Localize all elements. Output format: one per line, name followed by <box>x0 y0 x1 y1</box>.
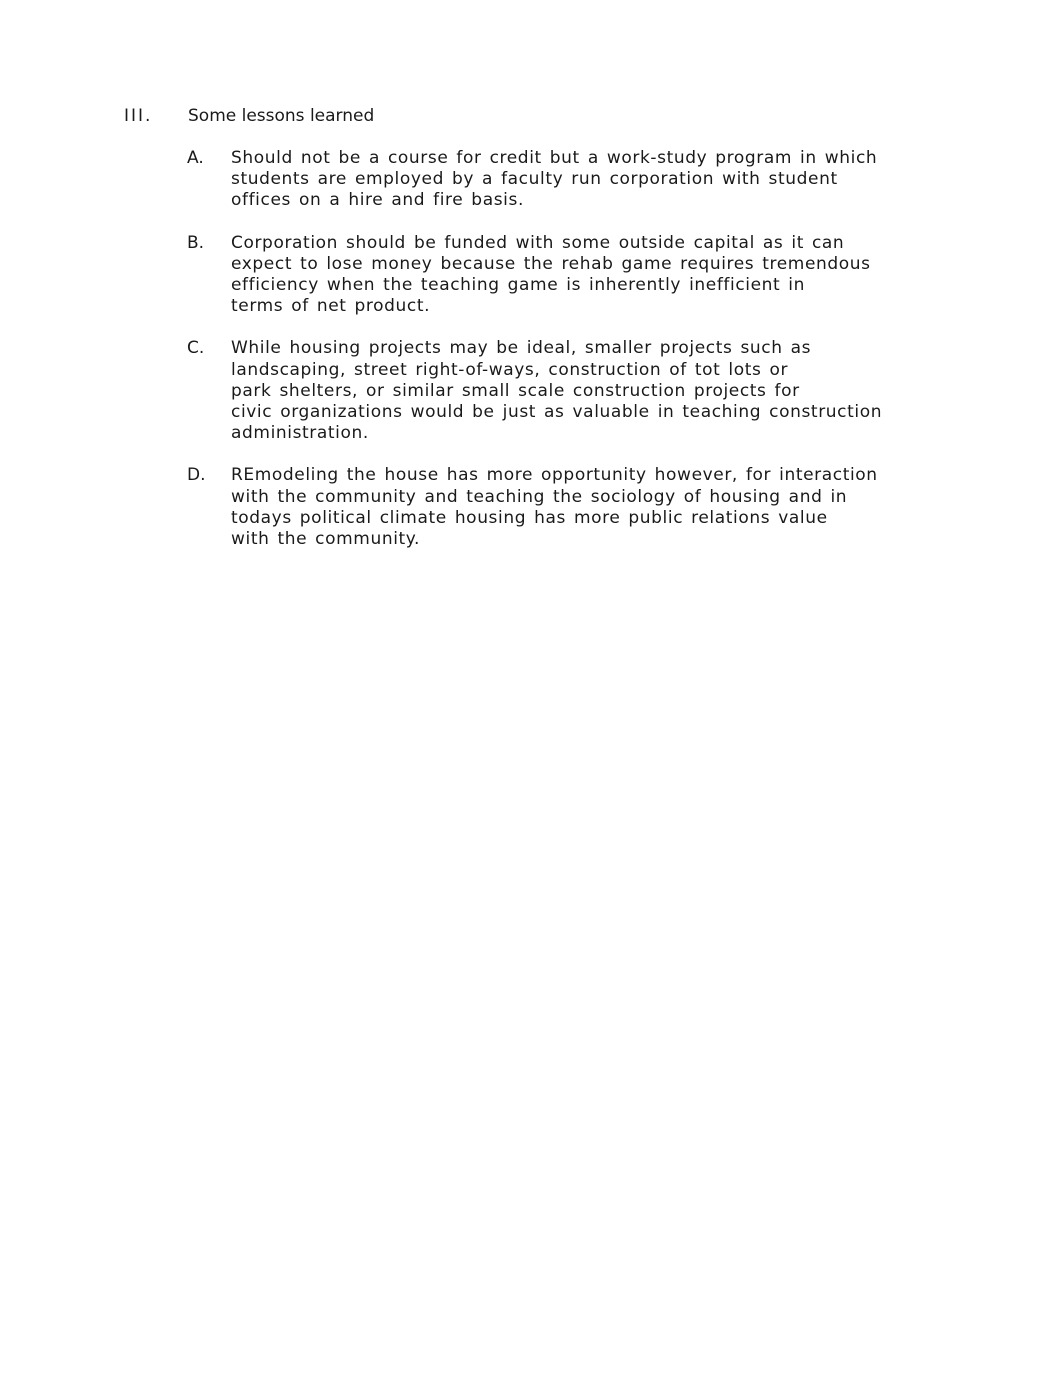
item-text <box>231 338 1047 444</box>
item-text <box>231 465 1047 550</box>
lessons-list <box>187 148 1047 571</box>
lesson-item-d <box>187 465 1047 550</box>
item-letter: D. <box>187 465 206 486</box>
item-letter: C. <box>187 338 205 359</box>
text-line: administration. <box>231 423 369 444</box>
lesson-item-a <box>187 148 1047 212</box>
text-line: terms of net product. <box>231 296 431 317</box>
text-line: students are employed by a faculty run corporation with student <box>231 169 838 190</box>
text-line: expect to lose money because the rehab game requires tremendous <box>231 253 871 274</box>
text-line: civic organizations would be just as valuable in teaching construction <box>231 402 883 423</box>
item-letter: B. <box>187 232 205 253</box>
text-line: landscaping, street right-of-ways, construction of tot lots or <box>231 359 789 380</box>
text-line: with the community and teaching the sociology of housing and in <box>231 486 848 507</box>
text-line: efficiency when the teaching game is inherently inefficient in <box>231 275 806 296</box>
text-line: While housing projects may be ideal, smaller projects such as <box>231 338 812 359</box>
item-letter: A. <box>187 148 204 168</box>
lesson-item-b <box>187 233 1047 318</box>
text-line: Corporation should be funded with some outside capital as it can <box>231 232 845 253</box>
text-line: offices on a hire and fire basis. <box>231 190 524 211</box>
text-line: REmodeling the house has more opportunity however, for interaction <box>231 465 878 486</box>
lesson-item-c <box>187 338 1047 444</box>
text-line: todays political climate housing has more public relations value <box>231 507 828 528</box>
section-title: Some lessons learned <box>188 106 375 126</box>
item-text <box>231 148 1047 212</box>
item-text <box>231 233 1047 318</box>
text-line: Should not be a course for credit but a work-study program in which <box>231 148 878 168</box>
text-line: with the community. <box>231 529 421 550</box>
section-heading <box>124 105 374 127</box>
section-number: III. <box>124 106 153 126</box>
text-line: park shelters, or similar small scale construction projects for <box>231 380 800 401</box>
